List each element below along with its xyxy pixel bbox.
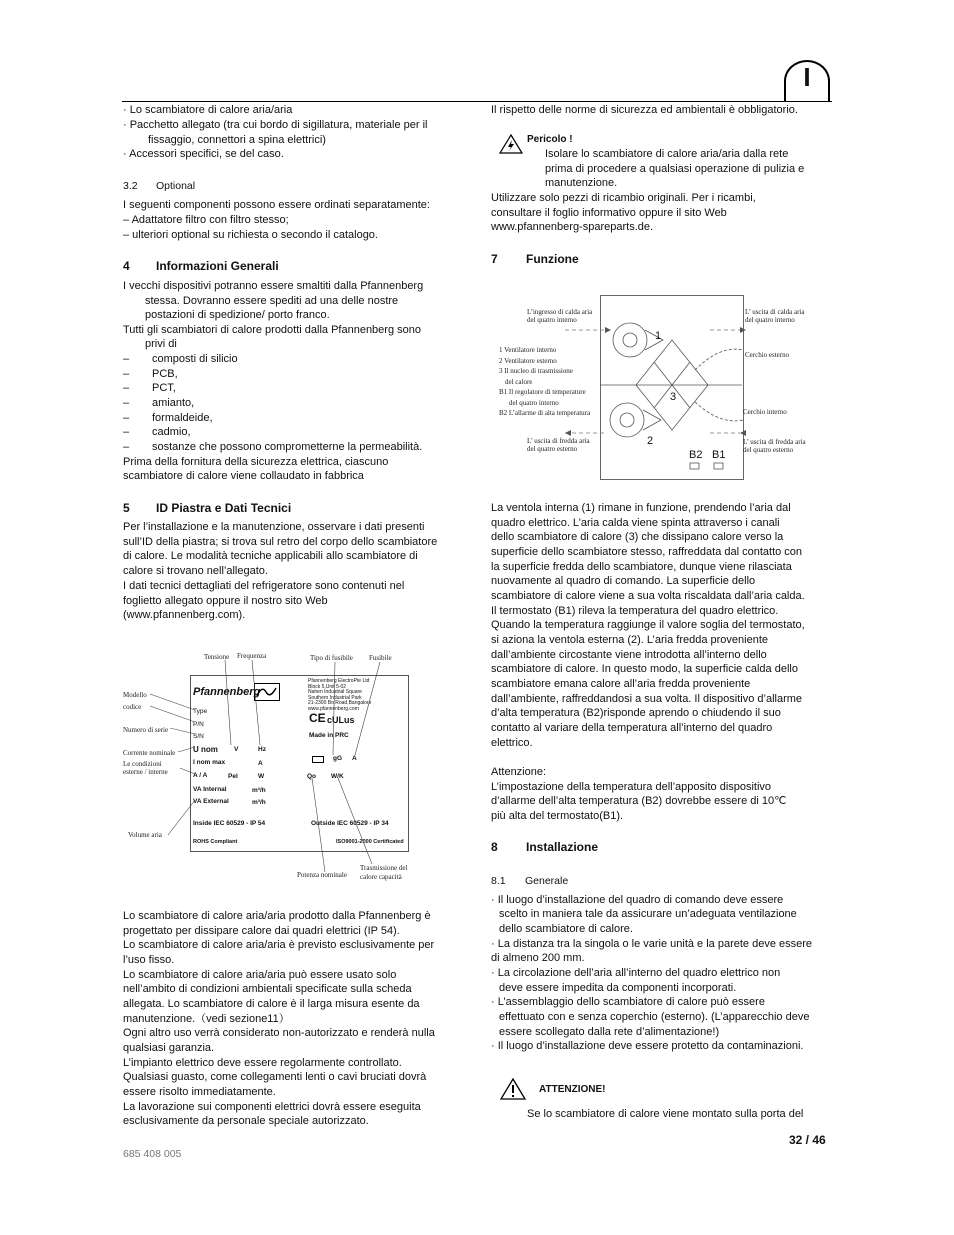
s32-line: – ulteriori optional su richiesta o secondo il catalogo. [123,229,378,241]
spare-line: Utilizzare solo pezzi di ricambio originali. Per i ricambi, [491,192,756,204]
attention-line: d’allarme dell’alta temperatura (B2) dovrebbe essere di 10℃ [491,795,787,807]
danger-line: Isolare lo scambiatore di calore aria/aria dalla rete [545,148,789,160]
danger-electric-icon [499,134,523,154]
s5b-line: progettato per dissipare calore dai quadri elettrici (IP 54). [123,925,400,937]
dash: – [123,426,130,438]
s7-line: superficie dello scambiatore stesso, raffreddata dal contatto con [491,546,803,558]
s5b-line: allegata. Lo scambiatore di calore è il larga misura esente da [123,998,420,1010]
diagram-label-3: 3 [670,391,677,403]
bullet-2: · Pacchetto allegato (tra cui bordo di sigillatura, materiale per il [123,119,428,131]
plate-label-tensione: Tensione [204,653,230,661]
s5b-line: Lo scambiatore di calore aria/aria è previsto esclusivamente per [123,939,435,951]
plate-address: Pfannenberg ElectroPte Ltd Block 5,Unit 5-02 Nahen Industrial Square Southern Industrial Park 21-2300 Bo Road,Bangalore www.pfannenberg.com [308,678,372,712]
s7-line: dall’ambiente circostante viene introdotta all’interno dello [491,649,767,661]
plate-label-modello: Modello [123,691,147,699]
plate-gg: gG [333,755,343,762]
s5-line: I dati tecnici dettagliati del refrigeratore sono contenuti nel [123,580,405,592]
section-8-title: Installazione [526,840,599,854]
section-8-num: 8 [491,840,498,854]
dash: – [123,353,130,365]
s7-line: scambiatore emana calore all’aria fredda proveniente [491,678,751,690]
s5b-line: Qualsiasi guasto, come collegamenti lenti o cavi bruciati dovrà [123,1071,427,1083]
plate-label-volume: Volume aria [128,831,162,839]
s32-line: I seguenti componenti possono essere ordinati separatamente: [123,199,430,211]
s5b-line: L’impianto elettrico deve essere regolarmente controllato. [123,1057,402,1069]
s5b-line: manutenzione.（vedi sezione11） [123,1013,290,1025]
diagram-legend: 1 Ventilatore interno 2 Ventilatore esterno 3 Il nucleo di trasmissione del calore B1 Il regolatore di temperature del quatro interno B2 L’allarme di alta temperatura [499,346,591,417]
plate-unom: U nom [193,745,218,754]
s5-line: (www.pfannenberg.com). [123,609,246,621]
document-code: 685 408 005 [123,1148,182,1160]
section-4-title: Informazioni Generali [156,259,279,273]
s4-line: scambiatore di calore viene collaudato in fabbrica [123,470,364,482]
s7-line: Quando la temperatura raggiunge il valore soglia del termostato, [491,619,805,631]
plate-ul-mark: cULus [327,715,355,725]
s81-line: · La distanza tra la singola o le varie unità e la parete deve essere [491,938,813,950]
plate-vext: VA External [193,798,229,805]
diagram-label-b1: B1 [712,449,726,461]
plate-leader-lines [120,650,420,885]
s81-line: effettuato con e senza coperchio (esterno). (L’apparecchio deve [499,1011,810,1023]
plate-label-fuse: Fusibile [369,654,392,662]
section-5-num: 5 [123,501,130,515]
list-item: cadmio, [152,426,191,438]
s7-line: elettrico. [491,737,533,749]
section-7-title: Funzione [526,252,579,266]
s81-line: dello scambiatore di calore. [499,923,633,935]
plate-a: A [258,760,263,767]
s7-line: La ventola interna (1) rimane in funzione, prendendo l’aria dal [491,502,791,514]
plate-inside: Inside IEC 60529 - IP 54 [193,820,266,827]
plate-qo: Qo [307,773,317,780]
list-item: sostanze che possono comprometterne la permeabilità. [152,441,423,453]
danger-title: Pericolo ! [527,134,573,145]
plate-label-corrente: Corrente nominale [123,749,176,757]
attention-line: L’impostazione della temperatura dell’apposito dispositivo [491,781,772,793]
list-item: formaldeide, [152,412,213,424]
s5-line: foglietto allegato oppure il nostro sito Web [123,595,328,607]
s5b-line: qualsiasi garanzia. [123,1042,215,1054]
page-number: 32 / 46 [789,1133,826,1147]
plate-outside: Outside IEC 60529 - IP 34 [311,820,389,827]
plate-ce-mark: CE [309,711,326,725]
list-item: PCT, [152,382,176,394]
s81-line: essere scollegato dalla rete d’alimentazione!) [499,1026,720,1038]
s7-line: scambiatore di calore. In questo modo, la superficie calda dello [491,663,798,675]
plate-hz: Hz [258,746,266,753]
plate-rohs: ROHS Compliant [193,839,238,845]
plate-wk: W/K [331,773,344,780]
s81-line: di almeno 200 mm. [491,952,585,964]
list-item: PCB, [152,368,178,380]
danger-line: manutenzione. [545,177,618,189]
diagram-outer-circuit: Cerchio esterno [745,351,790,359]
section-8-1-title: Generale [525,875,569,887]
attention-line: più alta del termostato(B1). [491,810,624,822]
s4-line: privi di [145,338,177,350]
plate-label-codice: codice [123,703,142,711]
s7-line: si aziona la ventola esterna (2). L’aria fredda proveniente [491,634,769,646]
s5b-line: La lavorazione sui componenti elettrici dovrà essere eseguita [123,1101,421,1113]
s5-line: sull’ID della piastra; si trova sul retro del corpo dello scambiatore [123,536,438,548]
plate-inommax: I nom max [193,759,226,766]
plate-a2: A [352,755,357,762]
s7-line: dello scambiatore di calore (3) che dissipano calore verso la [491,531,784,543]
dash: – [123,382,130,394]
header-rule [122,101,832,102]
section-5-title: ID Piastra e Dati Tecnici [156,501,292,515]
dash: – [123,412,130,424]
plate-v: V [234,746,239,753]
s81-line: · La circolazione dell’aria all’interno del quadro elettrico non [491,967,781,979]
spare-line: www.pfannenberg-spareparts.de. [491,221,654,233]
plate-vint: VA Internal [193,786,227,793]
plate-pn: P/N [193,721,204,728]
s5b-line: nell’ambito di condizioni ambientali specificate sulla scheda [123,983,412,995]
spare-line: consultare il foglio informativo oppure il sito Web [491,207,727,219]
s4-line: Prima della fornitura della sicurezza elettrica, ciascuno [123,456,389,468]
attention-line: Attenzione: [491,766,547,778]
plate-brand: Pfannenberg [193,686,261,698]
s7-line: la superficie fredda dello scambiatore, dunque viene rilasciata [491,561,792,573]
plate-label-potenza: Potenza nominale [297,871,347,879]
s32-line: – Adattatore filtro con filtro stesso; [123,214,289,226]
s81-line: · Il luogo d’installazione del quadro di comando deve essere [491,894,784,906]
s81-line: deve essere impedita da componenti incorporati. [499,982,737,994]
dash: – [123,441,130,453]
danger-line: prima di procedere a qualsiasi operazione di pulizia e [545,163,805,175]
diagram-label-2: 2 [647,435,654,447]
warning-icon [500,1078,526,1100]
s4-line: I vecchi dispositivi potranno essere smaltiti dalla Pfannenberg [123,280,424,292]
plate-sn: S/N [193,733,204,740]
list-item: composti di silicio [152,353,238,365]
section-3-2-title: Optional [156,180,196,192]
diagram-hot-out: L’ uscita di calda aria del quatro interno [745,308,805,324]
diagram-label-1: 1 [655,330,662,342]
list-item: amianto, [152,397,195,409]
plate-label-frequenza: Frequenza [237,652,267,660]
section-8-1-num: 8.1 [491,875,506,887]
s81-line: · L’assemblaggio dello scambiatore di calore può essere [491,996,765,1008]
plate-label-condizioni: Le condizioni [123,760,162,768]
s5b-line: esclusivamente da personale speciale autorizzato. [123,1115,369,1127]
dash: – [123,368,130,380]
s81-line: · Il luogo d’installazione deve essere protetto da contaminazioni. [491,1040,804,1052]
dash: – [123,397,130,409]
attention-text: Se lo scambiatore di calore viene montato sulla porta del [527,1108,804,1120]
plate-label-trasm1: Trasmissione del [360,864,408,872]
plate-label-serie: Numero di serie [123,726,169,734]
s7-line: scambiatore di calore viene a sua volta riscaldata dall’aria calda. [491,590,805,602]
plate-label-trasm2: calore capacità [360,873,402,881]
s5b-line: Ogni altro uso verrà considerato non-autorizzato e renderà nulla [123,1027,435,1039]
s7-line: contatto al variare della temperatura all’interno del quadro [491,722,773,734]
plate-label-esterne: esterne / interne [123,768,168,776]
s7-line: Il termostato (B1) rileva la temperatura del quadro elettrico. [491,605,779,617]
attention-title: ATTENZIONE! [539,1084,606,1095]
plate-m3h1: m³/h [252,787,266,794]
plate-label-fuse-type: Tipo di fusibile [310,654,353,662]
diagram-cold-out-right: L’ uscita di fredda aria del quatro esterno [743,438,806,454]
plate-pel: Pel [228,773,238,780]
s4-line: postazioni di spedizione/ porto franco. [145,309,330,321]
plate-iso: ISO9001-2000 Certificated [336,839,404,845]
section-7-num: 7 [491,252,498,266]
s5b-line: l’uso fisso. [123,954,175,966]
plate-type: Type [193,708,208,715]
safety-intro: Il rispetto delle norme di sicurezza ed ambientali è obbligatorio. [491,104,798,116]
plate-m3h2: m³/h [252,799,266,806]
s7-line: d’alta temperatura (B2)risponde aprendo o chiudendo il suo [491,707,781,719]
s5-line: calore si trovano nell’allegato. [123,565,268,577]
language-badge: I [803,62,811,92]
s7-line: quadro elettrico. L’aria calda viene spinta attraverso i canali [491,517,780,529]
s7-line: dall’ambiente, raffreddandosi a sua volta. Il dispositivo d’allarme [491,693,803,705]
bullet-3: · Accessori specifici, se del caso. [123,148,284,160]
s5b-line: essere risolto immediatamente. [123,1086,276,1098]
section-3-2-num: 3.2 [123,180,138,192]
s4-line: Tutti gli scambiatori di calore prodotti dalla Pfannenberg sono [123,324,421,336]
s4-line: stessa. Dovranno essere spediti ad una delle nostre [145,295,399,307]
plate-made-in: Made in PRC [309,732,349,739]
plate-afa: A / A [193,772,208,779]
diagram-cold-out-left: L’ uscita di fredda aria del quatro esterno [527,437,590,453]
diagram-inner-circuit: Cerchio interno [743,408,787,416]
s7-line: nuovamente al quadro di comando. La superficie dello [491,575,756,587]
bullet-2-cont: fissaggio, connettori a spina elettrici) [148,134,326,146]
s5-line: Per l’installazione e la manutenzione, osservare i dati presenti [123,521,425,533]
diagram-hot-in: L’ingresso di calda aria del quatro interno [527,308,593,324]
s5b-line: Lo scambiatore di calore aria/aria può essere usato solo [123,969,397,981]
bullet-1: · Lo scambiatore di calore aria/aria [123,104,293,116]
s5-line: di calore. Le modalità tecniche applicabili allo scambiatore di [123,550,418,562]
section-4-num: 4 [123,259,130,273]
diagram-label-b2: B2 [689,449,703,461]
s81-line: scelto in maniera tale da assicurare un’adeguata ventilazione [499,908,797,920]
plate-w: W [258,773,265,780]
s5b-line: Lo scambiatore di calore aria/aria prodotto dalla Pfannenberg è [123,910,431,922]
